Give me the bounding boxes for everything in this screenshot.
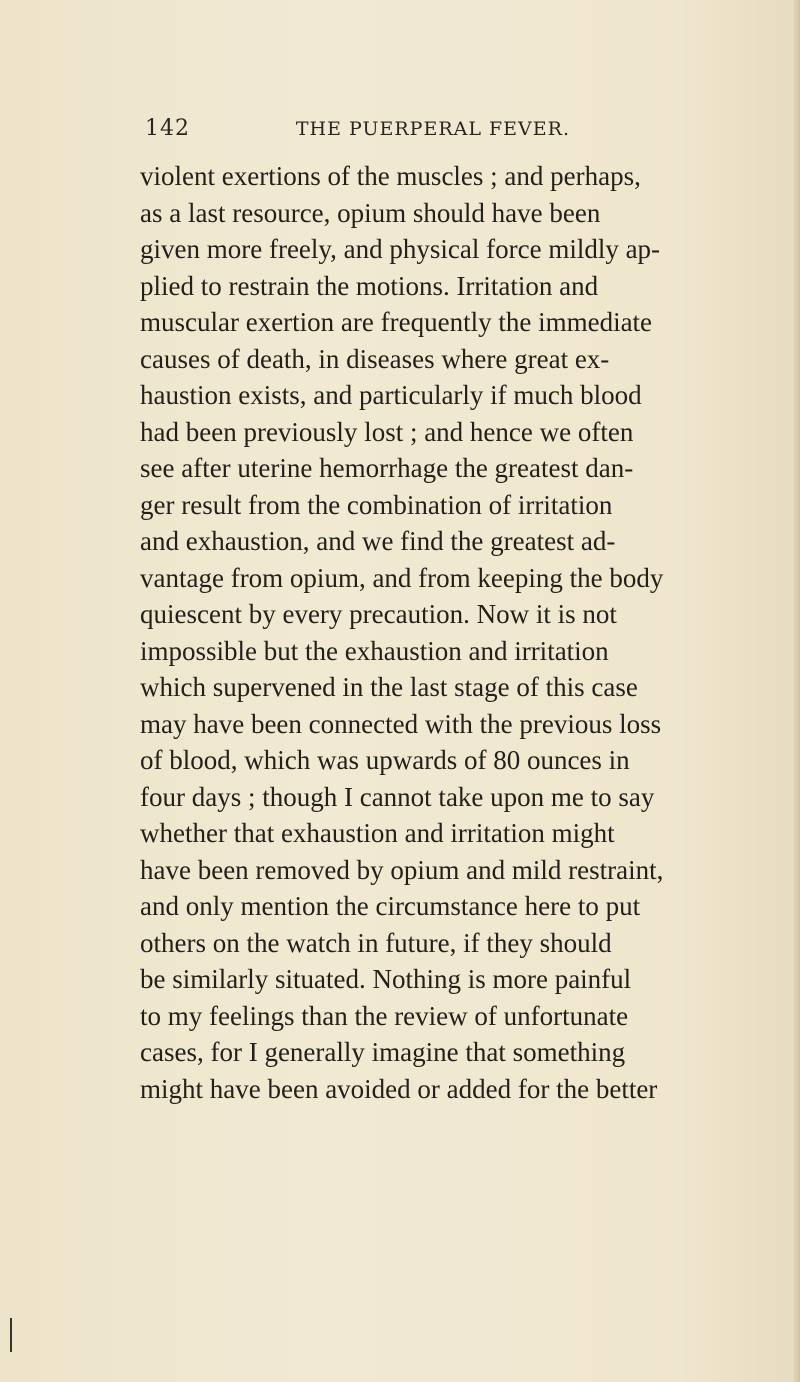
text-line: and only mention the circumstance here to put: [140, 891, 641, 921]
text-line: causes of death, in diseases where great ex-: [140, 343, 610, 374]
margin-mark: [10, 1318, 12, 1352]
text-line: see after uterine hemorrhage the greatest dan-: [140, 453, 634, 483]
text-line: whether that exhaustion and irritation might: [140, 818, 615, 848]
text-line: violent exertions of the muscles ; and perhaps,: [140, 161, 641, 191]
text-line: given more freely, and physical force mildly ap-: [140, 234, 661, 264]
text-line: had been previously lost ; and hence we often: [140, 416, 634, 447]
text-line: which supervened in the last stage of this case: [140, 672, 638, 702]
page-number: 142: [145, 116, 190, 141]
text-line: plied to restrain the motions. Irritation and: [140, 270, 599, 301]
text-line: to my feelings than the review of unfortunate: [140, 1000, 629, 1031]
text-line: cases, for I generally imagine that something: [140, 1037, 626, 1067]
text-line: vantage from opium, and from keeping the body: [140, 562, 664, 593]
text-line: as a last resource, opium should have been: [140, 197, 601, 228]
text-line: and exhaustion, and we find the greatest ad-: [140, 526, 616, 556]
text-line: quiescent by every precaution. Now it is not: [140, 599, 617, 629]
text-line: might have been avoided or added for the better: [140, 1073, 658, 1104]
body-text: [140, 158, 664, 1107]
running-title: THE PUERPERAL FEVER.: [295, 118, 570, 140]
text-line: have been removed by opium and mild restraint,: [140, 854, 664, 885]
text-line: haustion exists, and particularly if much blood: [140, 380, 642, 410]
text-line: ger result from the combination of irritation: [140, 489, 613, 520]
running-head: [145, 116, 570, 150]
text-line: be similarly situated. Nothing is more painful: [140, 964, 632, 994]
text-line: impossible but the exhaustion and irritation: [140, 635, 609, 666]
text-line: muscular exertion are frequently the immediate: [140, 307, 653, 337]
text-line: of blood, which was upwards of 80 ounces in: [140, 745, 630, 775]
text-line: others on the watch in future, if they should: [140, 927, 612, 958]
page-edge-shadow: [794, 0, 800, 1382]
text-line: may have been connected with the previous loss: [140, 708, 662, 739]
text-line: four days ; though I cannot take upon me to say: [140, 781, 655, 812]
